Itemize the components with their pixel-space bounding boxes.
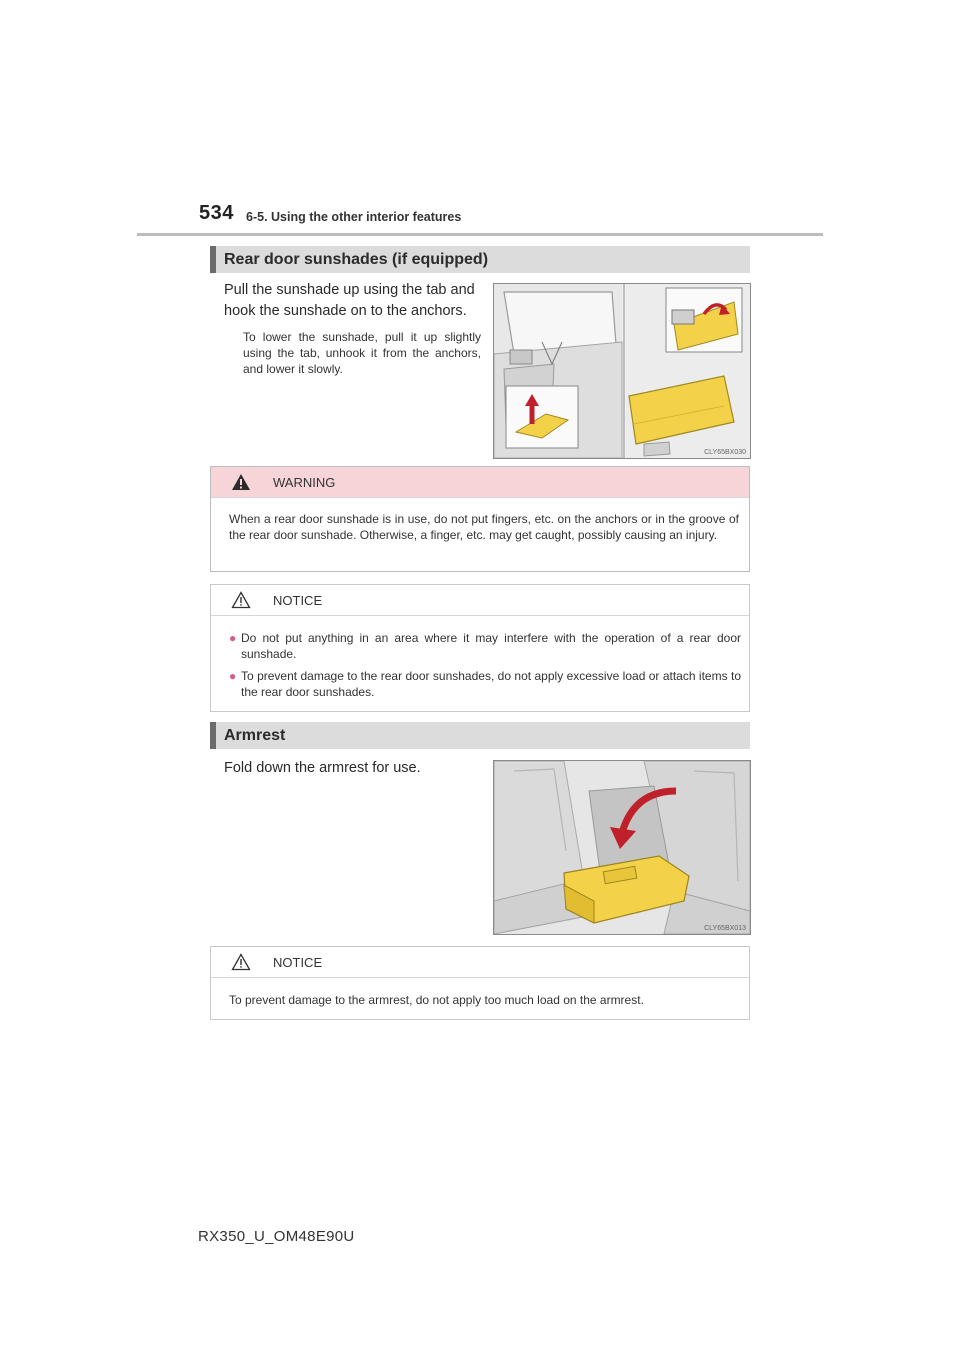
notice-box-sunshades <box>210 584 750 712</box>
armrest-image-code: CLY65BX013 <box>704 925 746 932</box>
armrest-instruction: Fold down the armrest for use. <box>224 760 421 776</box>
warning-text: When a rear door sunshade is in use, do not put fingers, etc. on the anchors or in the groove of the rear door sunshade. Otherwise, a finger, etc. may get caught, possibly causing an injury. <box>229 512 739 542</box>
notice-item: ● Do not put anything in an area where it may interfere with the operation of a rear door sunshade. <box>229 631 741 661</box>
section-title-armrest: Armrest <box>224 726 286 744</box>
sunshade-illustration <box>493 283 751 459</box>
section-header-armrest <box>210 722 750 749</box>
notice-header-armrest <box>211 947 749 978</box>
warning-header <box>211 467 749 498</box>
bullet-icon: ● <box>229 631 237 645</box>
armrest-illustration <box>493 760 751 935</box>
chapter-title: 6-5. Using the other interior features <box>246 210 462 224</box>
notice-header-sunshades <box>211 585 749 616</box>
sunshade-note: To lower the sunshade, pull it up slightly using the tab, unhook it from the anchors, and lower it slowly. <box>243 330 481 376</box>
notice-text-armrest: To prevent damage to the armrest, do not apply too much load on the armrest. <box>229 993 644 1007</box>
bullet-icon: ● <box>229 669 237 683</box>
page-number: 534 <box>199 202 234 224</box>
manual-code: RX350_U_OM48E90U <box>198 1228 355 1245</box>
caution-icon <box>231 952 253 972</box>
sunshade-image-code: CLY65BX030 <box>704 449 746 456</box>
warning-icon <box>231 472 253 492</box>
section-title-sunshades: Rear door sunshades (if equipped) <box>224 250 489 268</box>
warning-label: WARNING <box>273 474 336 490</box>
notice-label-sunshades: NOTICE <box>273 592 323 608</box>
section-header-sunshades <box>210 246 750 273</box>
header-divider <box>137 233 823 236</box>
warning-box <box>210 466 750 572</box>
notice-label-armrest: NOTICE <box>273 954 323 970</box>
sunshade-instruction: Pull the sunshade up using the tab and hook the sunshade on to the anchors. <box>224 282 475 319</box>
notice-box-armrest <box>210 946 750 1020</box>
notice-item: ● To prevent damage to the rear door sunshades, do not apply excessive load or attach items to the rear door sunshades. <box>229 669 741 699</box>
caution-icon <box>231 590 253 610</box>
